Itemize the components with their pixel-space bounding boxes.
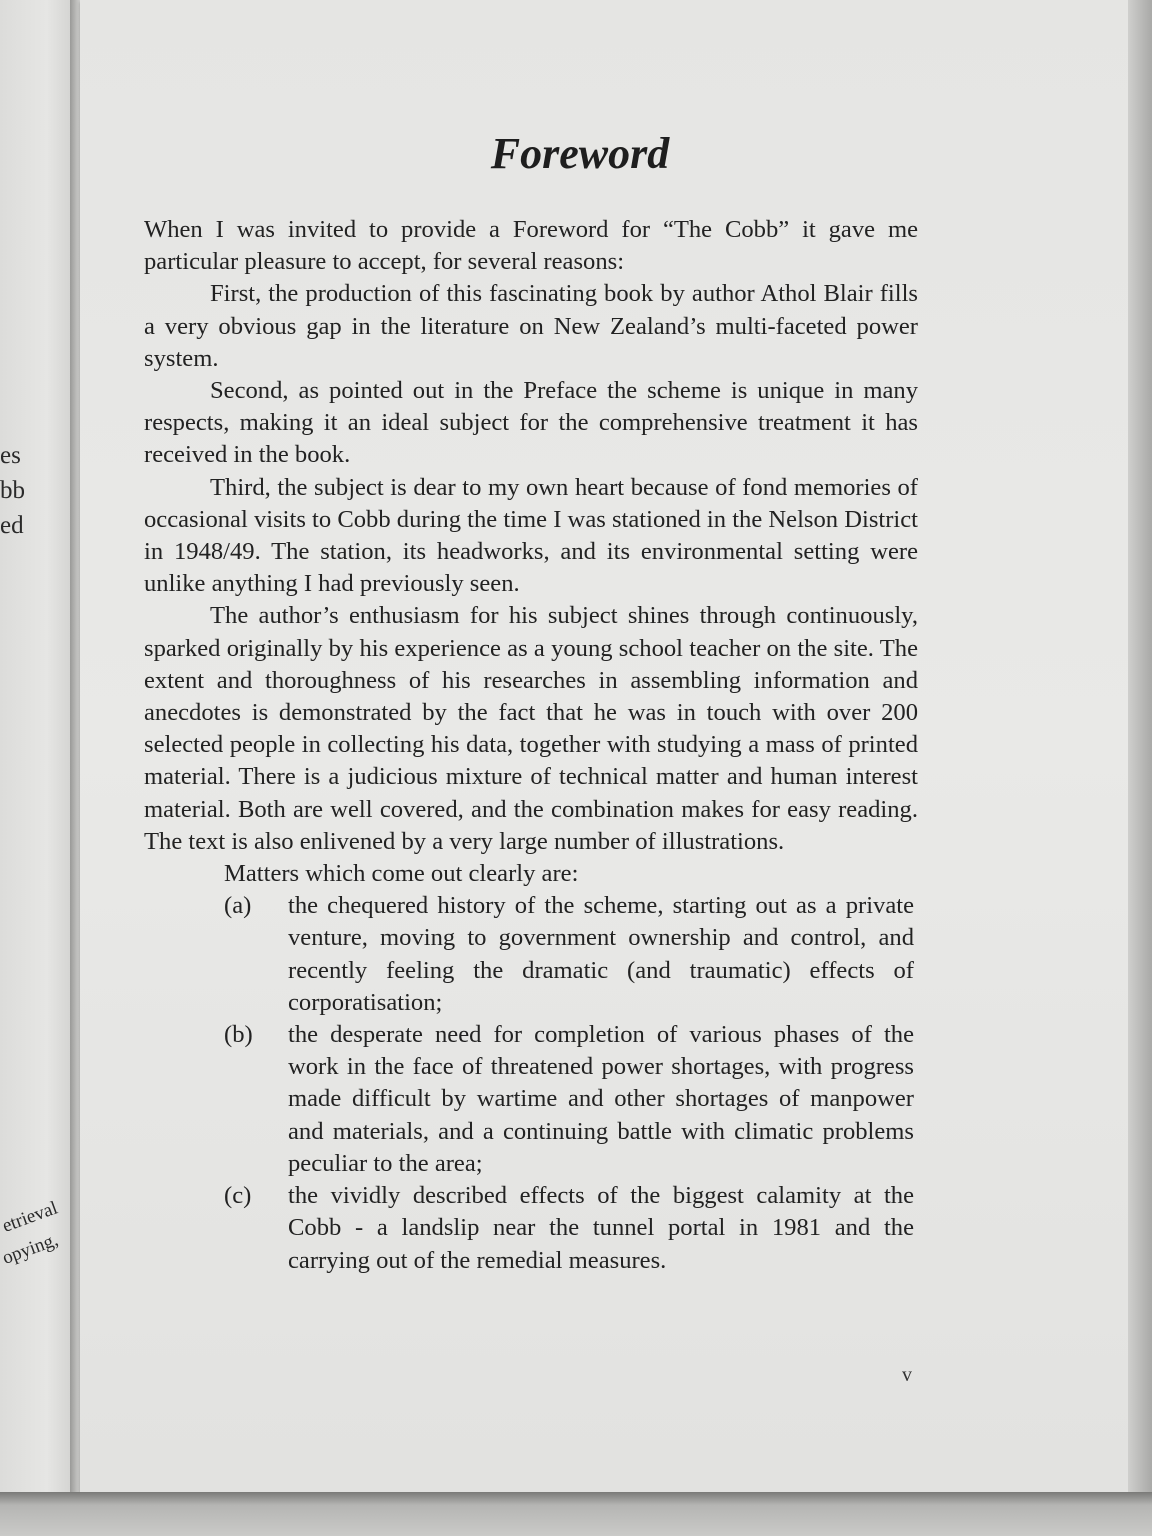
matters-list xyxy=(144,890,918,1276)
list-item xyxy=(144,890,918,1019)
facing-page-fragment: es xyxy=(0,442,21,469)
list-marker: (a) xyxy=(224,892,252,920)
foreword-body xyxy=(144,214,918,1277)
page-edge xyxy=(1128,0,1152,1536)
list-marker: (c) xyxy=(224,1182,252,1210)
facing-page xyxy=(0,0,78,1536)
list-item-text: the vividly described effects of the biggest calamity at the Cobb - a landslip near the tunnel portal in 1981 and the carrying out of the remedial measures. xyxy=(288,1182,914,1274)
paragraph: The author’s enthusiasm for his subject shines through continuously, sparked originally by his experience as a young school teacher on the site. The extent and thoroughness of his researches in assembling information and anecdotes is demonstrated by the fact that he was in touch with over 200 selected people in collecting his data, together with studying a mass of printed material. There is a judicious mixture of technical matter and human interest material. Both are well covered, and the combination makes for easy reading. The text is also enlivened by a very large number of illustrations. xyxy=(144,602,918,855)
facing-page-fragment: ed xyxy=(0,512,24,539)
paragraph: Third, the subject is dear to my own heart because of fond memories of occasional visits to Cobb during the time I was stationed in the Nelson District in 1948/49. The station, its headworks, and its environmental setting were unlike anything I had previously seen. xyxy=(144,473,918,598)
facing-page-fragment: etrieval xyxy=(0,1197,61,1237)
list-intro: Matters which come out clearly are: xyxy=(224,860,579,888)
paragraph: First, the production of this fascinating book by author Athol Blair fills a very obvious gap in the literature on New Zealand’s multi-faceted power system. xyxy=(144,280,918,372)
page-number: v xyxy=(902,1364,912,1386)
list-marker: (b) xyxy=(224,1021,253,1049)
list-item-text: the desperate need for completion of various phases of the work in the face of threatened power shortages, with progress made difficult by wartime and other shortages of manpower and materials, and a continuing battle with climatic problems peculiar to the area; xyxy=(288,1021,914,1177)
facing-page-fragment: opying, xyxy=(0,1229,61,1269)
page-bottom-edge xyxy=(0,1492,1152,1536)
list-item xyxy=(144,1019,918,1180)
page-title: Foreword xyxy=(490,129,670,178)
paragraph: Second, as pointed out in the Preface the scheme is unique in many respects, making it an ideal subject for the comprehensive treatment it has received in the book. xyxy=(144,377,918,469)
list-item-text: the chequered history of the scheme, starting out as a private venture, moving to government ownership and control, and recently feeling the dramatic (and traumatic) effects of corporatisation; xyxy=(288,892,914,1016)
list-item xyxy=(144,1180,918,1277)
facing-page-fragment: bb xyxy=(0,477,25,504)
paragraph: When I was invited to provide a Foreword for “The Cobb” it gave me particular pleasure to accept, for several reasons: xyxy=(144,216,918,276)
